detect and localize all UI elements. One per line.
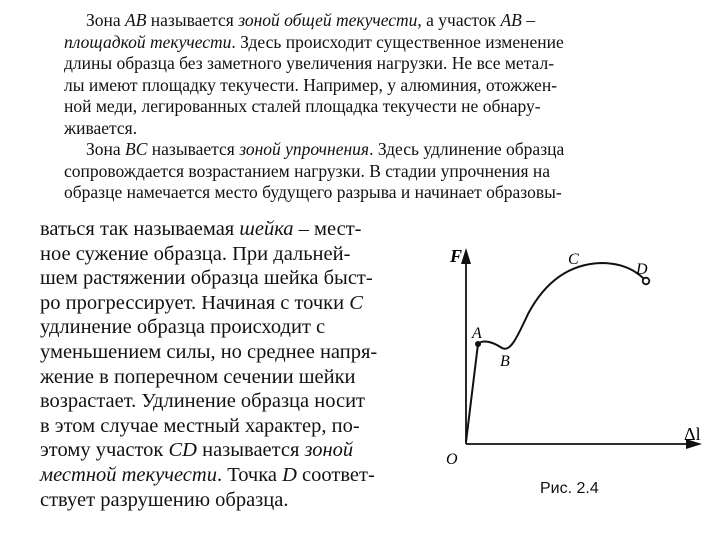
text-line (86, 139, 564, 160)
text-run: лы имеют площадку текучести. Например, у алюминия, отожжен- (64, 74, 558, 95)
text-run: – (521, 10, 535, 30)
text-line (40, 464, 375, 487)
italic-term: BC (125, 139, 148, 159)
italic-term: AB (500, 10, 522, 30)
point-c-label: C (568, 251, 579, 268)
text-run: этому участок (40, 439, 169, 462)
italic-term: шейка (239, 218, 294, 240)
point-a-label: A (472, 325, 482, 342)
text-run: . Здесь происходит существенное изменение (231, 31, 564, 52)
italic-term: площадкой текучести (64, 31, 232, 52)
text-run: ваться так называемая (40, 218, 240, 240)
text-run: называется (196, 439, 305, 462)
text-line (64, 118, 137, 139)
text-run: . Здесь удлинение образца (369, 139, 565, 159)
text-run: Зона (86, 139, 126, 159)
text-line (40, 292, 363, 315)
force-elongation-curve (466, 263, 646, 442)
text-line (40, 366, 356, 389)
text-run: – мест- (293, 218, 362, 240)
text-run: сопровождается возрастанием нагрузки. В стадии упрочнения на (64, 160, 551, 181)
point-d-label: D (636, 261, 648, 278)
text-run: , а участок (417, 10, 501, 30)
axis-y-label: F (450, 246, 463, 266)
italic-term: зоной упрочнения (239, 139, 370, 159)
text-run: шем растяжении образца шейка быст- (40, 267, 373, 290)
text-run: называется (147, 139, 240, 159)
origin-label: O (446, 451, 458, 468)
text-line (64, 96, 541, 117)
text-run: образце намечается место будущего разрыва и начинает образовы- (64, 182, 562, 202)
text-line (40, 439, 353, 462)
text-line (86, 10, 535, 31)
italic-term: местной текучести (40, 464, 217, 486)
text-run: уменьшением силы, но среднее напря- (40, 341, 378, 363)
italic-term: AB (125, 10, 147, 30)
text-run: в этом случае местный характер, по- (40, 414, 360, 437)
italic-term: D (282, 464, 297, 486)
text-run: соответ- (296, 464, 375, 486)
text-run: возрастает. Удлинение образца носит (40, 390, 365, 413)
text-line (40, 341, 377, 364)
figure-caption: Рис. 2.4 (540, 480, 599, 497)
text-run: длины образца без заметного увеличения нагрузки. Не все метал- (64, 53, 555, 73)
text-line (64, 161, 550, 182)
italic-term: C (349, 291, 363, 314)
text-run: ное сужение образца. При дальней- (40, 242, 351, 265)
italic-term: CD (168, 439, 197, 462)
text-run: ро прогрессирует. Начиная с точки (40, 291, 350, 314)
text-line (40, 316, 325, 339)
text-run: живается. (64, 117, 138, 138)
text-run: жение в поперечном сечении шейки (40, 365, 356, 388)
text-run: называется (146, 10, 239, 30)
text-line (64, 32, 564, 53)
point-b-label: B (500, 353, 510, 370)
text-line (40, 415, 360, 438)
axis-x-label: Δl (684, 424, 701, 444)
text-line (40, 390, 365, 413)
text-run: ствует разрушению образца. (40, 488, 289, 511)
y-axis-arrow (461, 248, 471, 264)
text-run: ной меди, легированных сталей площадка текучести не обнару- (64, 96, 541, 116)
italic-term: зоной (304, 439, 354, 462)
text-line (40, 489, 288, 512)
text-line (40, 243, 350, 266)
text-line (40, 218, 362, 241)
text-line (64, 75, 557, 96)
text-line (64, 182, 562, 203)
text-line (64, 53, 554, 74)
italic-term: зоной общей текучести (238, 10, 418, 30)
text-run: удлинение образца происходит с (40, 316, 326, 339)
text-run: Зона (86, 10, 126, 30)
point-d-marker (643, 278, 650, 285)
text-run: . Точка (216, 464, 283, 486)
text-line (40, 267, 373, 290)
